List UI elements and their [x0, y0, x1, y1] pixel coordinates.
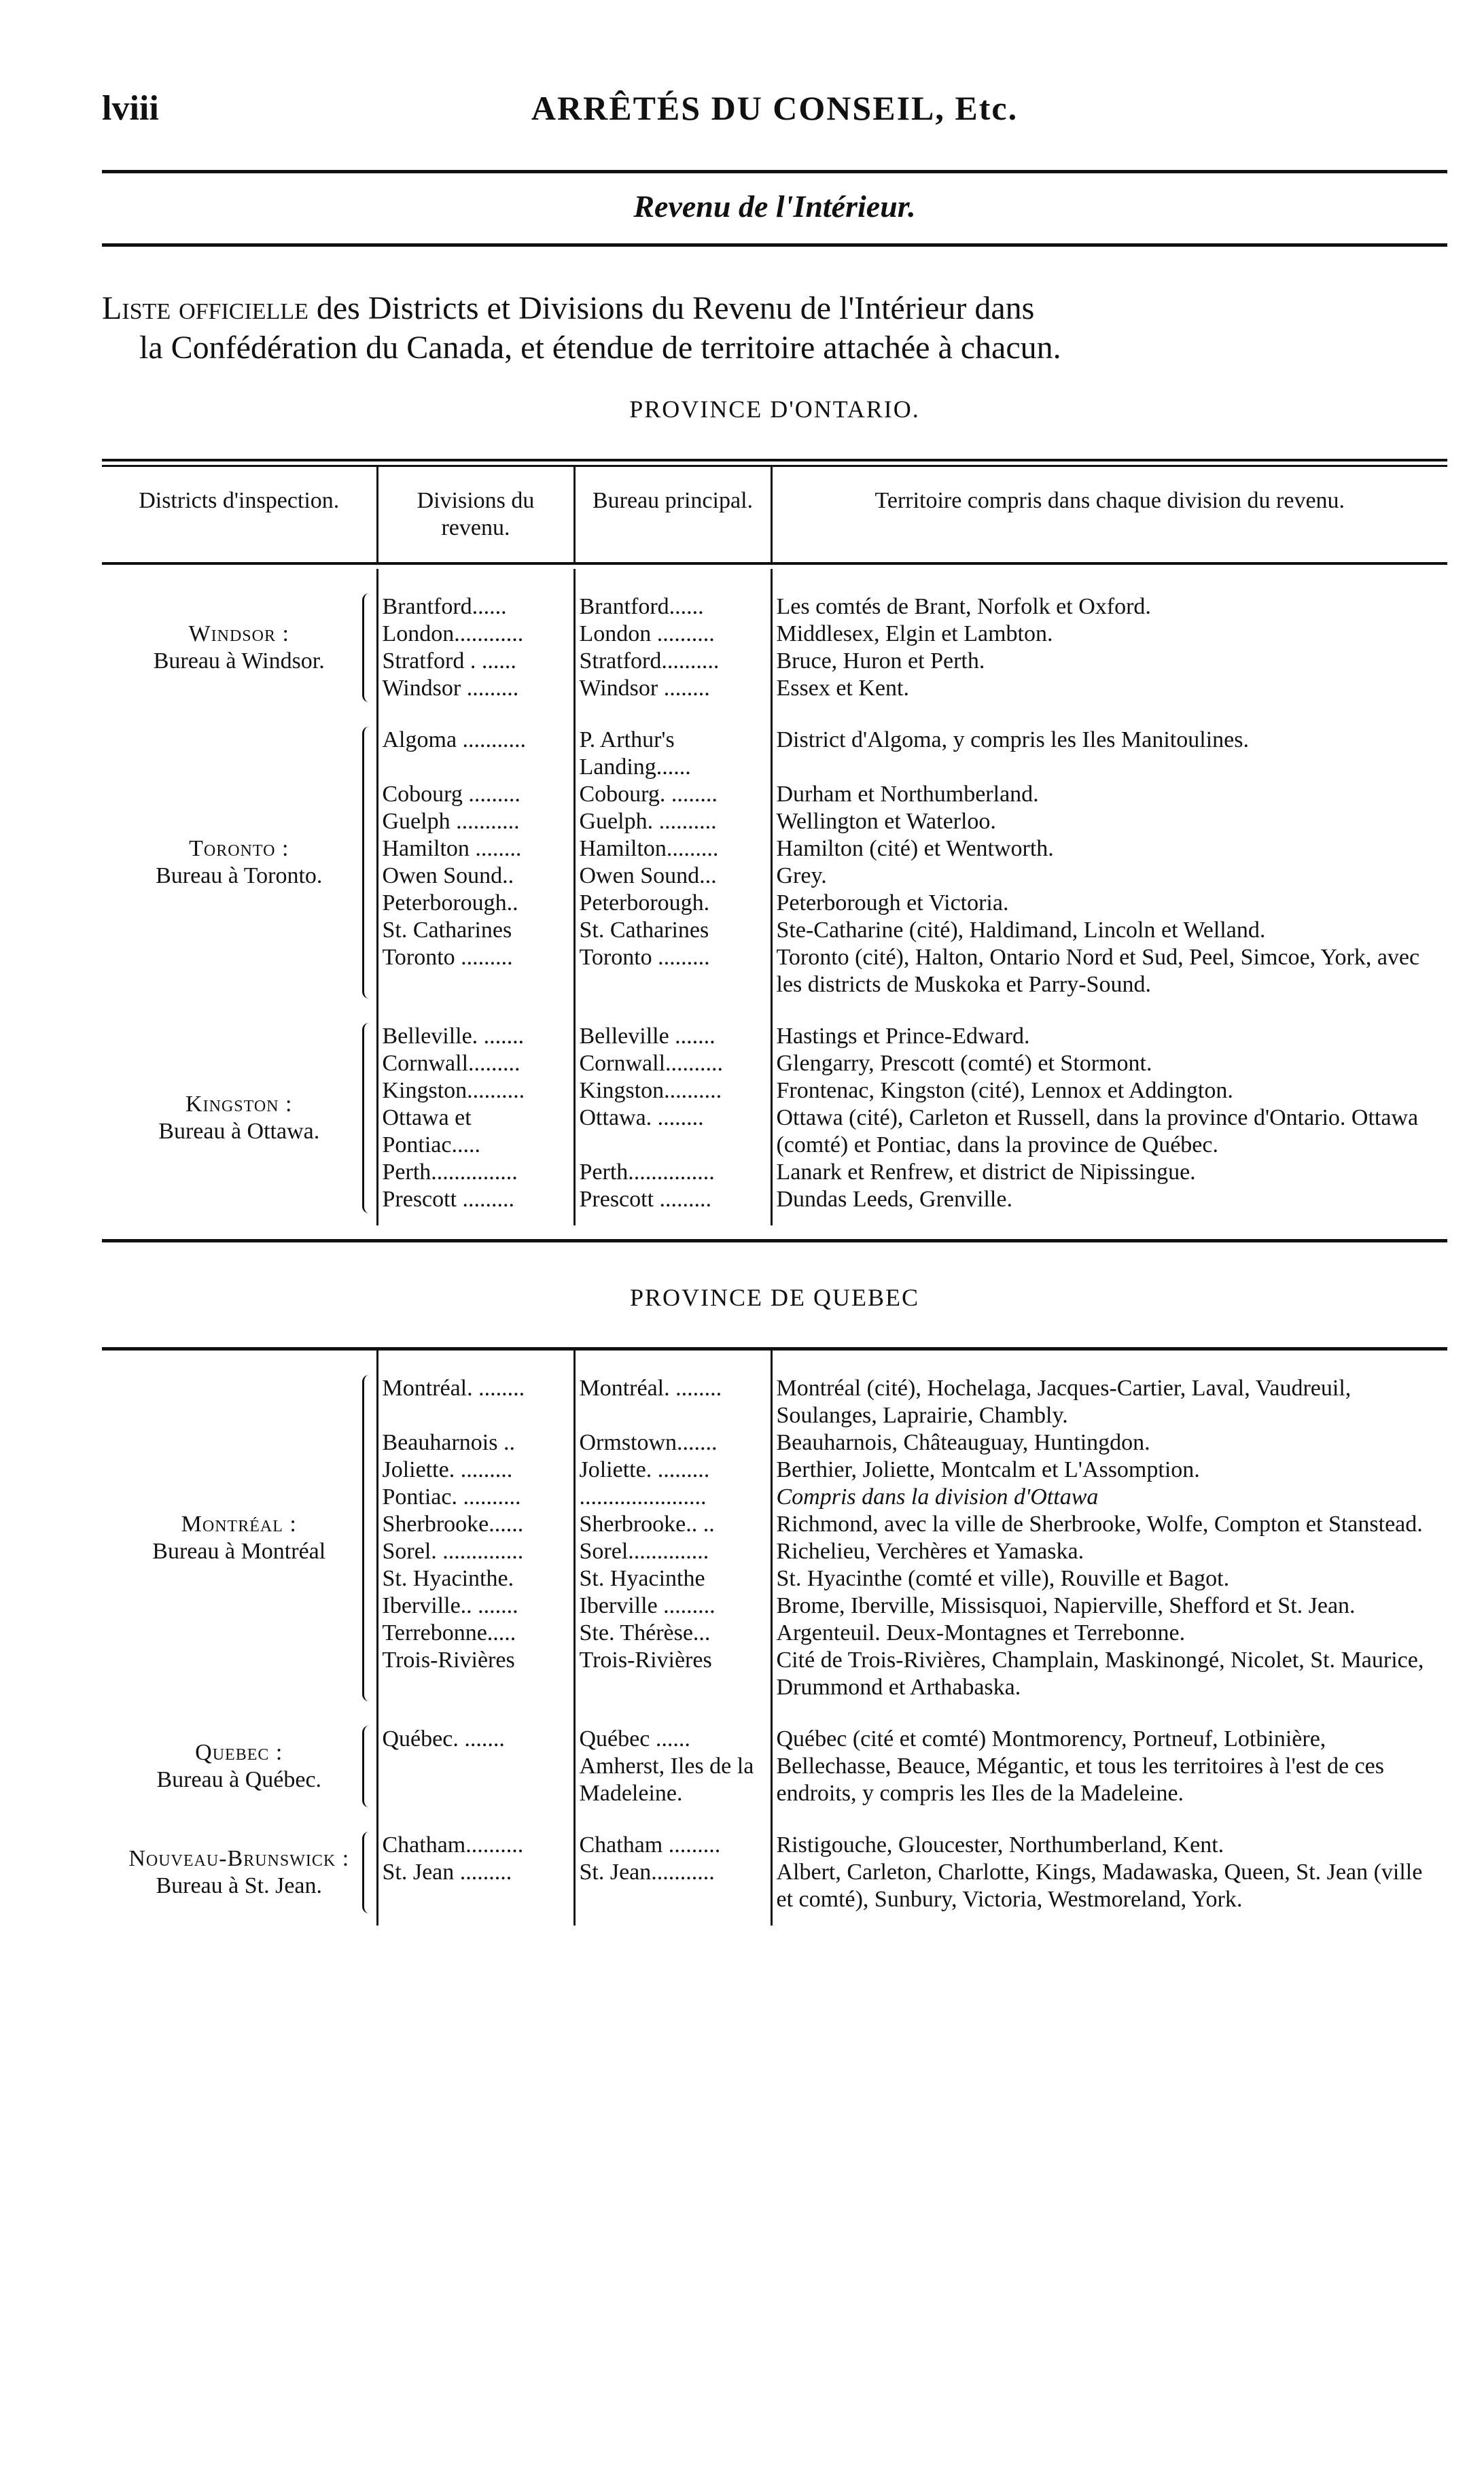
territory-cell: Dundas Leeds, Grenville. — [771, 1186, 1447, 1213]
territory-cell: Peterborough et Victoria. — [771, 890, 1447, 917]
division-cell: Chatham.......... — [377, 1832, 574, 1859]
division-cell: Perth............... — [377, 1159, 574, 1186]
page-number: lviii — [102, 89, 159, 128]
bureau-cell: St. Hyacinthe — [574, 1565, 771, 1592]
division-cell: Cornwall......... — [377, 1050, 574, 1077]
intro-line2: la Confédération du Canada, et étendue de territoire attachée à chacun. — [139, 330, 1061, 366]
brace-mark — [362, 1832, 374, 1913]
bureau-cell: Prescott ......... — [574, 1186, 771, 1213]
territory-cell: Frontenac, Kingston (cité), Lennox et Addington. — [771, 1077, 1447, 1104]
bureau-cell: Trois-Rivières — [574, 1647, 771, 1701]
bureau-cell: Owen Sound... — [574, 863, 771, 890]
district-bureau: Bureau à St. Jean. — [156, 1873, 323, 1898]
district-name: Kingston : — [186, 1092, 293, 1117]
division-cell: Hamilton ........ — [377, 835, 574, 863]
group-spacer — [102, 1807, 1447, 1832]
bureau-cell: Ottawa. ........ — [574, 1104, 771, 1159]
territory-cell: Compris dans la division d'Ottawa — [771, 1484, 1447, 1511]
group-spacer — [102, 702, 1447, 727]
province-title-quebec: PROVINCE DE QUEBEC — [629, 1284, 919, 1311]
division-cell: Trois-Rivières — [377, 1647, 574, 1701]
district-cell — [102, 727, 377, 998]
bureau-cell: St. Jean........... — [574, 1859, 771, 1913]
division-cell: Stratford . ...... — [377, 648, 574, 675]
bureau-cell: ...................... — [574, 1484, 771, 1511]
district-name: Windsor : — [188, 621, 289, 646]
intro-paragraph — [102, 289, 1447, 368]
table-top-rule — [102, 459, 1447, 467]
division-cell: Joliette. ......... — [377, 1457, 574, 1484]
division-cell: Ottawa et Pontiac..... — [377, 1104, 574, 1159]
territory-cell: Montréal (cité), Hochelaga, Jacques-Cartier, Laval, Vaudreuil, Soulanges, Laprairie, Chambly. — [771, 1375, 1447, 1429]
group-spacer — [102, 569, 1447, 593]
brace-mark — [362, 727, 374, 998]
bureau-cell: Guelph. .......... — [574, 808, 771, 835]
bureau-cell: Sorel.............. — [574, 1538, 771, 1565]
district-bureau: Bureau à Montréal — [152, 1539, 326, 1564]
running-head-title: ARRÊTÉS DU CONSEIL, Etc. — [531, 89, 1019, 127]
bureau-cell: London .......... — [574, 621, 771, 648]
territory-cell: Ste-Catharine (cité), Haldimand, Lincoln et Welland. — [771, 917, 1447, 944]
district-cell — [102, 1375, 377, 1701]
territory-cell: Toronto (cité), Halton, Ontario Nord et Sud, Peel, Simcoe, York, avec les districts de Muskoka et Parry-Sound. — [771, 944, 1447, 998]
page — [102, 54, 1447, 1926]
table-row — [102, 1832, 1447, 1859]
division-cell: Cobourg ......... — [377, 781, 574, 808]
bureau-cell: Peterborough. — [574, 890, 771, 917]
brace-mark — [362, 593, 374, 702]
division-cell: Guelph ........... — [377, 808, 574, 835]
district-name: Montréal : — [181, 1512, 297, 1537]
bureau-cell: Toronto ......... — [574, 944, 771, 998]
division-cell: Belleville. ....... — [377, 1023, 574, 1050]
bureau-cell: Montréal. ........ — [574, 1375, 771, 1429]
quebec-table — [102, 1351, 1447, 1926]
division-cell: Sorel. .............. — [377, 1538, 574, 1565]
division-cell: Iberville.. ....... — [377, 1592, 574, 1620]
intro-line1: des Districts et Divisions du Revenu de l'Intérieur dans — [308, 290, 1035, 326]
table-row — [102, 1726, 1447, 1807]
bureau-cell: Stratford.......... — [574, 648, 771, 675]
province-title-ontario: PROVINCE D'ONTARIO. — [629, 396, 920, 423]
section-rule — [102, 243, 1447, 247]
territory-cell: Ristigouche, Gloucester, Northumberland, Kent. — [771, 1832, 1447, 1859]
territory-cell: Wellington et Waterloo. — [771, 808, 1447, 835]
division-cell: Montréal. ........ — [377, 1375, 574, 1429]
table-row — [102, 1375, 1447, 1429]
running-head — [102, 54, 1447, 129]
territory-cell: Argenteuil. Deux-Montagnes et Terrebonne. — [771, 1620, 1447, 1647]
division-cell: Sherbrooke...... — [377, 1511, 574, 1538]
table-header-row — [102, 467, 1447, 563]
bureau-cell: Chatham ......... — [574, 1832, 771, 1859]
bureau-cell: Cobourg. ........ — [574, 781, 771, 808]
bureau-cell: Sherbrooke.. .. — [574, 1511, 771, 1538]
territory-cell: Hastings et Prince-Edward. — [771, 1023, 1447, 1050]
territory-cell: Berthier, Joliette, Montcalm et L'Assomption. — [771, 1457, 1447, 1484]
bureau-cell: Iberville ......... — [574, 1592, 771, 1620]
header-bureau: Bureau principal. — [574, 467, 771, 563]
division-cell: Algoma ........... — [377, 727, 574, 781]
bureau-cell: P. Arthur's Landing...... — [574, 727, 771, 781]
territory-cell: Lanark et Renfrew, et district de Nipissingue. — [771, 1159, 1447, 1186]
territory-cell: District d'Algoma, y compris les Iles Manitoulines. — [771, 727, 1447, 781]
territory-cell: Bruce, Huron et Perth. — [771, 648, 1447, 675]
division-cell: Beauharnois .. — [377, 1429, 574, 1457]
bureau-cell: Ormstown....... — [574, 1429, 771, 1457]
bureau-cell: Brantford...... — [574, 593, 771, 621]
territory-cell: Glengarry, Prescott (comté) et Stormont. — [771, 1050, 1447, 1077]
division-cell: Brantford...... — [377, 593, 574, 621]
bureau-cell: Joliette. ......... — [574, 1457, 771, 1484]
territory-cell: Richmond, avec la ville de Sherbrooke, Wolfe, Compton et Stanstead. — [771, 1511, 1447, 1538]
division-cell: Terrebonne..... — [377, 1620, 574, 1647]
territory-cell: Québec (cité et comté) Montmorency, Portneuf, Lotbinière, Bellechasse, Beauce, Mégantic, et tous les territoires à l'est de ces endroits, y compris les Iles de la Madeleine. — [771, 1726, 1447, 1807]
territory-cell: Les comtés de Brant, Norfolk et Oxford. — [771, 593, 1447, 621]
bureau-cell: St. Catharines — [574, 917, 771, 944]
brace-mark — [362, 1375, 374, 1701]
ontario-bottom-rule — [102, 1239, 1447, 1242]
division-cell: Québec. ....... — [377, 1726, 574, 1807]
bureau-cell: Perth............... — [574, 1159, 771, 1186]
table-end-spacer — [102, 1913, 1447, 1926]
territory-cell: Cité de Trois-Rivières, Champlain, Maskinongé, Nicolet, St. Maurice, Drummond et Arthabaska. — [771, 1647, 1447, 1701]
division-cell: Kingston.......... — [377, 1077, 574, 1104]
division-cell: Peterborough.. — [377, 890, 574, 917]
district-cell — [102, 1832, 377, 1913]
brace-mark — [362, 1726, 374, 1807]
quebec-body — [102, 1351, 1447, 1926]
territory-cell: Essex et Kent. — [771, 675, 1447, 702]
district-cell — [102, 1726, 377, 1807]
division-cell: St. Jean ......... — [377, 1859, 574, 1913]
division-cell: Windsor ......... — [377, 675, 574, 702]
table-row — [102, 1023, 1447, 1050]
district-name: Nouveau-Brunswick : — [128, 1846, 350, 1871]
group-spacer — [102, 1351, 1447, 1375]
table-end-spacer — [102, 1213, 1447, 1225]
section-title: Revenu de l'Intérieur. — [633, 189, 916, 224]
division-cell: Owen Sound.. — [377, 863, 574, 890]
territory-cell: Beauharnois, Châteauguay, Huntingdon. — [771, 1429, 1447, 1457]
brace-mark — [362, 1023, 374, 1213]
ontario-body — [102, 569, 1447, 1225]
division-cell: London............ — [377, 621, 574, 648]
territory-cell: Richelieu, Verchères et Yamaska. — [771, 1538, 1447, 1565]
table-row — [102, 593, 1447, 621]
division-cell: Toronto ......... — [377, 944, 574, 998]
territory-cell: Middlesex, Elgin et Lambton. — [771, 621, 1447, 648]
bureau-cell: Ste. Thérèse... — [574, 1620, 771, 1647]
territory-cell: Hamilton (cité) et Wentworth. — [771, 835, 1447, 863]
territory-cell: Albert, Carleton, Charlotte, Kings, Madawaska, Queen, St. Jean (ville et comté), Sunbury, Victoria, Westmoreland, York. — [771, 1859, 1447, 1913]
territory-cell: Grey. — [771, 863, 1447, 890]
bureau-cell: Windsor ........ — [574, 675, 771, 702]
bureau-cell: Belleville ....... — [574, 1023, 771, 1050]
table-row — [102, 727, 1447, 781]
district-bureau: Bureau à Québec. — [156, 1767, 322, 1792]
top-rule — [102, 170, 1447, 173]
group-spacer — [102, 1701, 1447, 1726]
bureau-cell: Hamilton......... — [574, 835, 771, 863]
division-cell: St. Hyacinthe. — [377, 1565, 574, 1592]
district-cell — [102, 593, 377, 702]
group-spacer — [102, 998, 1447, 1023]
district-bureau: Bureau à Toronto. — [156, 863, 323, 888]
district-name: Toronto : — [189, 836, 289, 861]
territory-cell: Durham et Northumberland. — [771, 781, 1447, 808]
district-bureau: Bureau à Ottawa. — [158, 1119, 320, 1144]
bureau-cell: Kingston.......... — [574, 1077, 771, 1104]
territory-cell: Brome, Iberville, Missisquoi, Napierville, Shefford et St. Jean. — [771, 1592, 1447, 1620]
district-cell — [102, 1023, 377, 1213]
ontario-table — [102, 467, 1447, 1225]
header-territory: Territoire compris dans chaque division du revenu. — [771, 467, 1447, 563]
bureau-cell: Québec ...... Amherst, Iles de la Madeleine. — [574, 1726, 771, 1807]
district-name: Quebec : — [195, 1740, 283, 1765]
district-bureau: Bureau à Windsor. — [153, 648, 325, 674]
division-cell: St. Catharines — [377, 917, 574, 944]
division-cell: Pontiac. .......... — [377, 1484, 574, 1511]
division-cell: Prescott ......... — [377, 1186, 574, 1213]
territory-cell: St. Hyacinthe (comté et ville), Rouville et Bagot. — [771, 1565, 1447, 1592]
territory-cell: Ottawa (cité), Carleton et Russell, dans la province d'Ontario. Ottawa (comté) et Pontiac, dans la province de Québec. — [771, 1104, 1447, 1159]
header-division: Divisions du revenu. — [377, 467, 574, 563]
header-district: Districts d'inspection. — [139, 488, 340, 513]
intro-lead: Liste officielle — [102, 290, 308, 326]
bureau-cell: Cornwall.......... — [574, 1050, 771, 1077]
